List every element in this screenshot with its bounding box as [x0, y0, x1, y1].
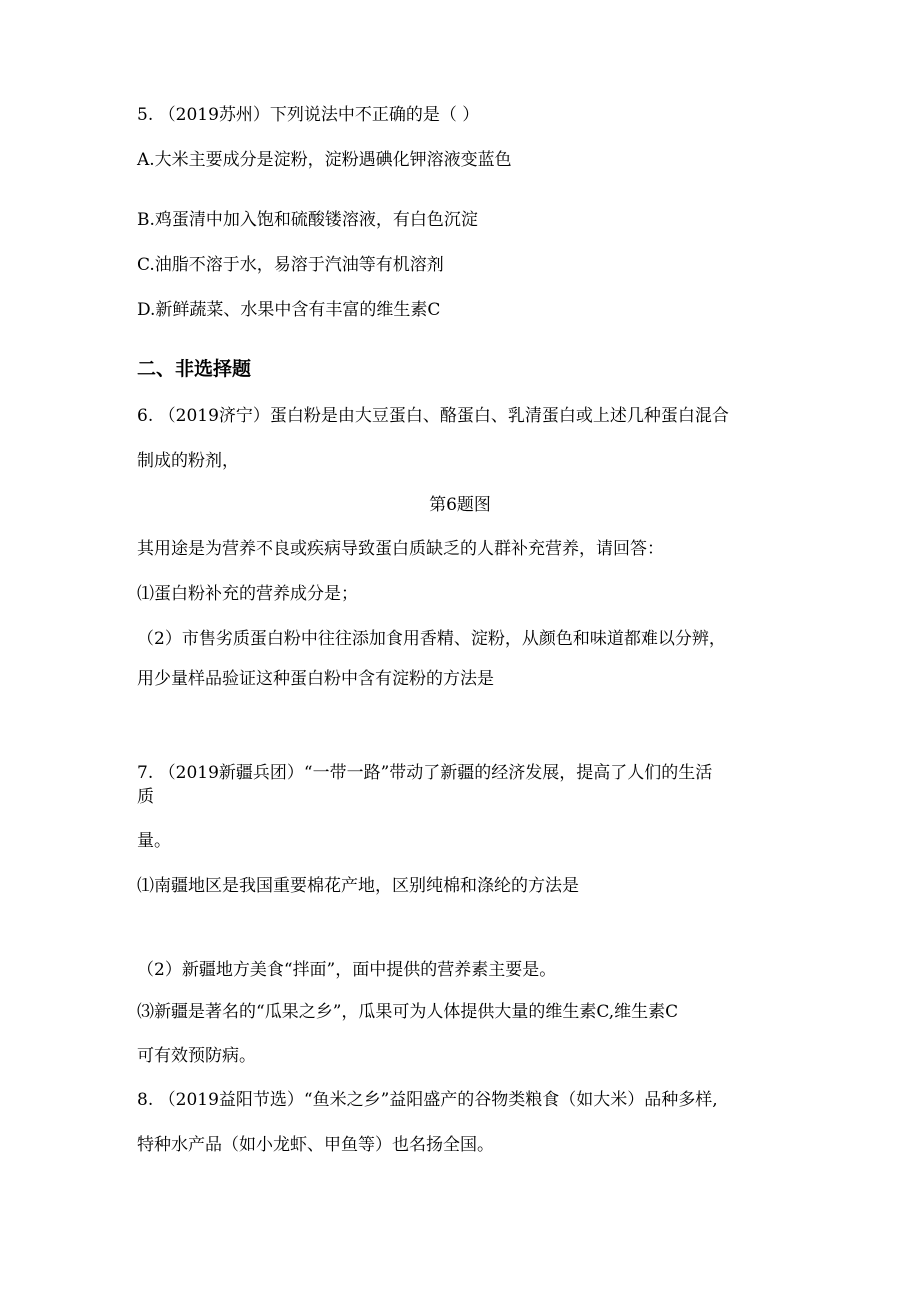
q5-stem: 5. （2019苏州）下列说法中不正确的是（ ）: [137, 105, 480, 125]
q5-option-a: A.大米主要成分是淀粉，淀粉遇碘化钾溶液变蓝色: [137, 150, 512, 170]
q6-sub2-line2: 用少量样品验证这种蛋白粉中含有淀粉的方法是: [137, 669, 494, 689]
q7-stem-line3: 量。: [137, 831, 171, 851]
q6-stem-line1: 6. （2019济宁）蛋白粉是由大豆蛋白、酪蛋白、乳清蛋白或上述几种蛋白混合: [137, 406, 729, 426]
q5-option-c: C.油脂不溶于水，易溶于汽油等有机溶剂: [137, 255, 444, 275]
q8-stem-line1: 8. （2019益阳节选）“鱼米之乡”益阳盛产的谷物类粮食（如大米）品种多样,: [137, 1090, 718, 1110]
q6-sub2-line1: （2）市售劣质蛋白粉中往往添加食用香精、淀粉，从颜色和味道都难以分辨，: [137, 629, 726, 649]
q6-stem-line2: 制成的粉剂，: [137, 451, 239, 471]
q7-stem-line1: 7. （2019新疆兵团）“一带一路”带动了新疆的经济发展，提高了人们的生活: [137, 763, 713, 783]
q7-sub3-line2: 可有效预防病。: [137, 1046, 256, 1066]
q5-option-d: D.新鲜蔬菜、水果中含有丰富的维生素C: [137, 300, 441, 320]
q7-stem-line2: 质: [137, 787, 154, 807]
q7-sub1: ⑴南疆地区是我国重要棉花产地，区别纯棉和涤纶的方法是: [137, 876, 579, 896]
q7-sub3-line1: ⑶新疆是著名的“瓜果之乡”，瓜果可为人体提供大量的维生素C,维生素C: [137, 1002, 679, 1022]
q6-figure-caption: 第6题图: [429, 495, 491, 515]
q8-stem-line2: 特种水产品（如小龙虾、甲鱼等）也名扬全国。: [137, 1135, 494, 1155]
q5-option-b: B.鸡蛋清中加入饱和硫酸镂溶液，有白色沉淀: [137, 210, 478, 230]
q7-sub2: （2）新疆地方美食“拌面”，面中提供的营养素主要是。: [137, 960, 557, 980]
section-heading: 二、非选择题: [137, 358, 252, 380]
q6-sub1: ⑴蛋白粉补充的营养成分是；: [137, 584, 358, 604]
q6-stem-line3: 其用途是为营养不良或疾病导致蛋白质缺乏的人群补充营养，请回答：: [137, 539, 664, 559]
